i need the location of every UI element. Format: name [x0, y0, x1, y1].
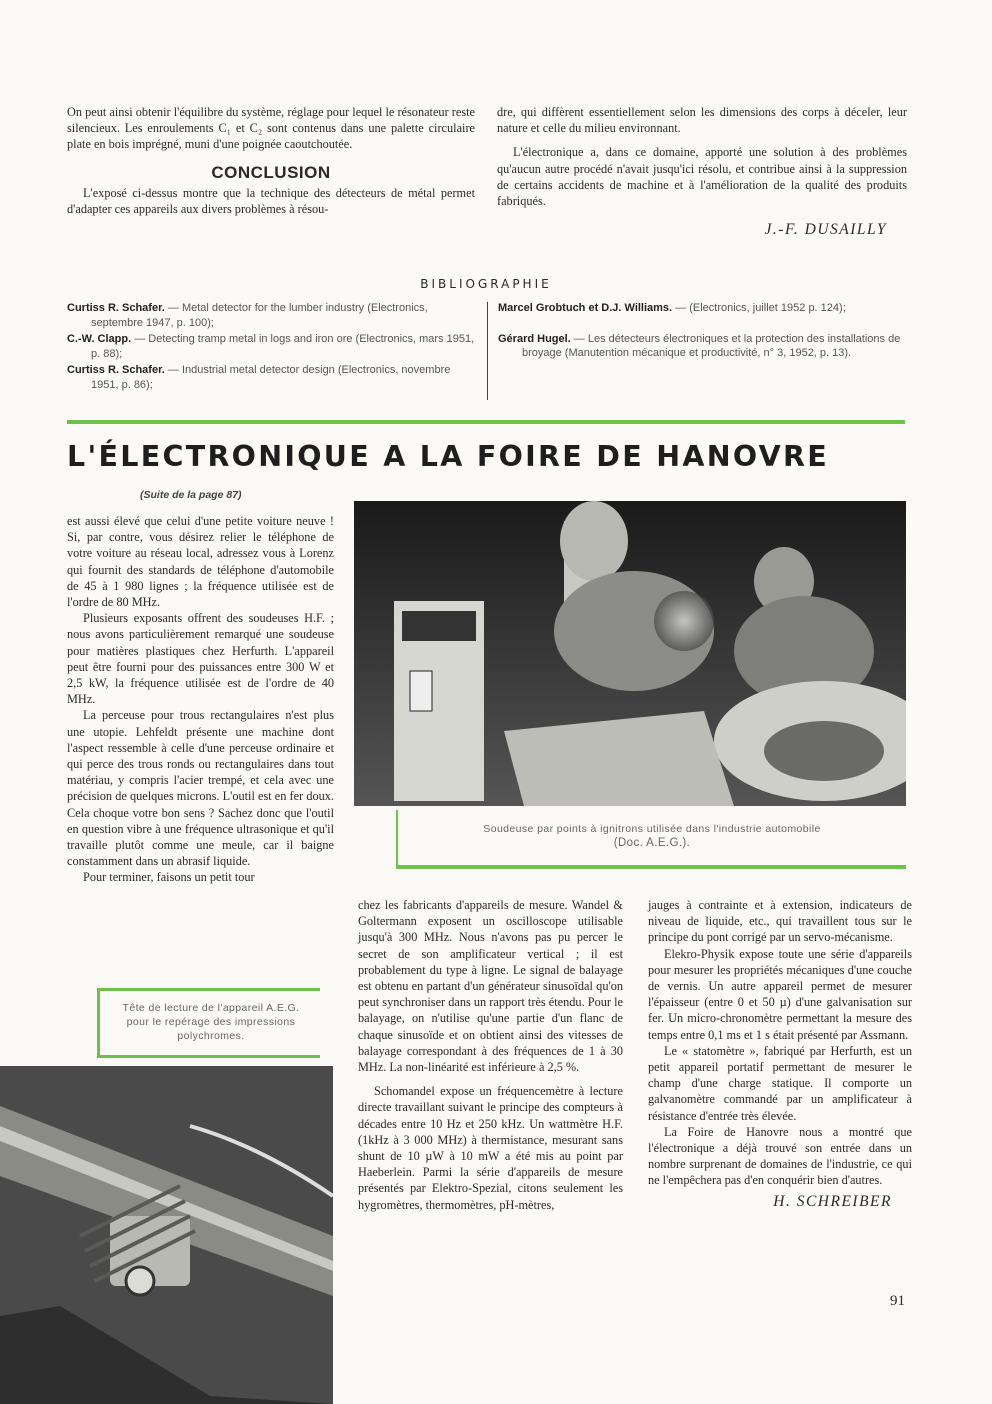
article-column-1 — [67, 513, 334, 886]
article-paragraph: La Foire de Hanovre nous a montré que l'électronique a déjà trouvé son entrée dans un nombre surprenant de domaines de l'industrie, ce qui ne l'empêchera pas d'en conquérir bien d'autres. — [648, 1124, 912, 1188]
article-signature: H. SCHREIBER — [773, 1192, 892, 1210]
bibliography-entry: Gérard Hugel. — Les détecteurs électroniques et la protection des installations de broyage (Manutention mécanique et productivité, n° 3, 1952, p. 13). — [498, 332, 901, 359]
reading-head-photo — [0, 1066, 333, 1404]
conclusion-paragraph: L'exposé ci-dessus montre que la technique des détecteurs de métal permet d'adapter ces appareils aux divers problèmes à résou- — [67, 185, 475, 216]
continued-note: (Suite de la page 87) — [140, 489, 242, 501]
article-paragraph: chez les fabricants d'appareils de mesure. Wandel & Goltermann exposent un oscilloscope utilisable jusqu'à 300 MHz. Nous n'avons pas pu percer le secret de son amplificateur vertical ; il est probablement du type à ligne. Le signal de balayage est obtenu en partant d'un générateur sinusoïdal qu'on peut synchroniser dans un rapport très étendu. Pour le balayage, on n'utilise qu'une partie d'un flanc de chaque sinusoïde et on obtient ainsi des vitesses de balayage correspondant à des fréquences de 1 à 30 MHz. La non-linéarité est inférieure à 2,5 %. — [358, 898, 623, 1075]
article-title: L'ÉLECTRONIQUE A LA FOIRE DE HANOVRE — [67, 440, 830, 473]
article-paragraph: La perceuse pour trous rectangulaires n'est plus une utopie. Lehfeldt présente une machine dont l'aspect ressemble à celle d'une perceuse ordinaire et qui perce des trous ronds ou rectangulaires dans tout matériau, y compris l'acier trempé, et cela avec une précision de quelques microns. L'outil est en fer doux. Cela choque votre bon sens ? Sachez donc que l'outil en question vibre à une fréquence ultrasonique et qu'il travaille plutôt comme une meule, car il baigne constamment dans un abrasif liquide. — [67, 708, 334, 869]
bottom-caption-box — [97, 988, 320, 1058]
welding-photo-illustration — [354, 501, 906, 806]
article-column-3 — [648, 897, 912, 1211]
intro-paragraph: On peut ainsi obtenir l'équilibre du système, réglage pour lequel le résonateur reste silencieux. Les enroulements C₁ et C₂ sont contenus dans une palette circulaire plate en bois imprégné, muni d'une poignée caoutchoutée. — [67, 105, 475, 152]
closing-paragraph-2: L'électronique a, dans ce domaine, apporté une solution à des problèmes qu'aucun autre procédé n'avait jusqu'ici résolu, et contribue ainsi à la suppression de certains accidents de machine et à l'amélioration de la qualité des produits fabriqués. — [497, 145, 907, 209]
bibliography-entry: Curtiss R. Schafer. — Industrial metal detector design (Electronics, novembre 1951, p. 86); — [67, 364, 451, 391]
bibliography-entry: Curtiss R. Schafer. — Metal detector for the lumber industry (Electronics, septembre 1947, p. 100); — [67, 302, 428, 329]
top-right-column — [497, 104, 907, 239]
article-paragraph: Schomandel expose un fréquencemètre à lecture directe travaillant suivant le principe des compteurs à décades entre 10 Hz et 250 kHz. Un wattmètre H.F. (1kHz à 3 000 MHz) à thermistance, mesurant sans shunt de 10 µW à 10 mW a été mis au point par Haeberlein. Parmi la série d'appareils de mesure présentés par Elektro-Spezial, citons seulement les hygromètres, thermomètres, pH-mètres, — [358, 1084, 623, 1212]
reading-head-illustration — [0, 1066, 333, 1404]
conclusion-heading: CONCLUSION — [211, 162, 331, 182]
top-left-column — [67, 104, 475, 217]
closing-paragraph: dre, qui diffèrent essentiellement selon les dimensions des corps à déceler, leur nature et celle du milieu environnant. — [497, 105, 907, 136]
article-paragraph: Plusieurs exposants offrent des soudeuses H.F. ; nous avons particulièrement remarqué une soudeuse pour matières plastiques chez Herfurth. L'appareil peut être fourni pour des puissances entre 300 W et 2,5 kW, la fréquence utilisée est de l'ordre de 40 MHz. — [67, 611, 334, 707]
article-paragraph: Pour terminer, faisons un petit tour — [83, 870, 255, 885]
bibliography-left — [67, 301, 479, 394]
bibliography-divider — [487, 302, 488, 400]
page-number: 91 — [890, 1293, 905, 1309]
author-signature: J.-F. DUSAILLY — [764, 221, 887, 239]
article-column-2 — [358, 897, 623, 1213]
bibliography-entry: Marcel Grobtuch et D.J. Williams. — (Electronics, juillet 1952 p. 124); — [498, 302, 846, 314]
bottom-photo-caption: Tête de lecture de l'appareil A.E.G. pour le repérage des impressions polychromes. — [122, 1002, 300, 1042]
photo-caption-box — [396, 810, 906, 869]
bibliography-right — [498, 301, 908, 363]
photo-caption: Soudeuse par points à ignitrons utilisée dans l'industrie automobile — [483, 823, 821, 835]
article-paragraph: jauges à contrainte et à extension, indicateurs de niveau de liquide, etc., qui travaillent tous sur le principe du pont corrigé par un servo-mécanisme. — [648, 898, 912, 945]
bibliography-entry: C.-W. Clapp. — Detecting tramp metal in logs and iron ore (Electronics, mars 1951, p. 88); — [67, 333, 475, 360]
section-rule — [67, 420, 905, 424]
bibliography-heading: BIBLIOGRAPHIE — [420, 277, 552, 291]
photo-caption-source: (Doc. A.E.G.). — [613, 837, 691, 849]
article-paragraph: Elekro-Physik expose toute une série d'appareils pour mesurer les propriétés mécaniques d'une couche de vernis. Un autre appareil permet de mesurer l'épaisseur (entre 0 et 50 µ) d'une galvanisation sur fer. Un micro-chronomètre permettant la mesure des temps entre 0,1 ms et 1 s était présenté par Assmann. — [648, 946, 912, 1042]
article-paragraph: est aussi élevé que celui d'une petite voiture neuve ! Si, par contre, vous désirez relier le téléphone de votre voiture au réseau local, adressez vous à Lorenz qui fournit des standards de téléphone d'automobile de 45 à 1 980 lignes ; la fréquence utilisée est de l'ordre de 80 MHz. — [67, 514, 334, 610]
welding-photo — [354, 501, 906, 806]
article-paragraph: Le « statomètre », fabriqué par Herfurth, est un petit appareil portatif permettant de mesurer le champ d'une charge statique. Il comporte un galvanomètre commandé par un amplificateur à résistance d'entrée très élevée. — [648, 1043, 912, 1123]
